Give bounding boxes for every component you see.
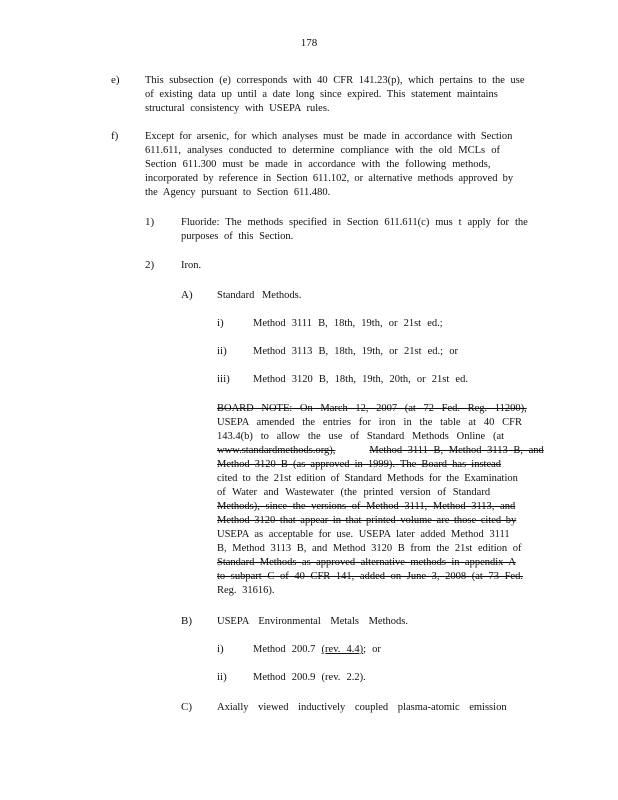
item-Bii-text: Method 200.9 (rev. 2.2). <box>253 672 366 683</box>
item-f-label: f) <box>111 130 119 142</box>
item-A-label: A) <box>181 289 193 301</box>
board-note-line-8: Methods), since the versions of Method 3111, Method 3113, and <box>217 501 516 512</box>
item-A-text: Standard Methods. <box>217 290 302 301</box>
item-e-line-1: This subsection (e) corresponds with 40 CFR 141.23(p), which pertains to the use <box>145 75 525 86</box>
board-note-line-5: Method 3120 B (as approved in 1999). The Board has instead <box>217 459 502 470</box>
board-note-line-1: BOARD NOTE: On March 12, 2007 (at 72 Fed. Reg. 11200), <box>217 403 527 414</box>
item-Aiii-text: Method 3120 B, 18th, 19th, 20th, or 21st ed. <box>253 374 468 385</box>
item-f-line-2: 611.611, analyses conducted to determine compliance with the old MCLs of <box>145 145 500 156</box>
board-note-line-6: cited to the 21st edition of Standard Methods for the Examination <box>217 473 518 484</box>
item-Bii-label: ii) <box>217 671 227 683</box>
item-f1-line-1: Fluoride: The methods specified in Section 611.611(c) mus t apply for the <box>181 217 528 228</box>
item-Bi-label: i) <box>217 643 224 655</box>
board-note-line-3: 143.4(b) to allow the use of Standard Methods Online (at <box>217 431 505 442</box>
item-Aii-label: ii) <box>217 345 227 357</box>
item-Ai-text: Method 3111 B, 18th, 19th, or 21st ed.; <box>253 318 443 329</box>
item-f1-label: 1) <box>145 216 155 228</box>
board-note-line-14: Reg. 31616). <box>217 585 275 596</box>
item-f2-label: 2) <box>145 259 155 271</box>
item-f1-line-2: purposes of this Section. <box>181 231 294 242</box>
board-note-line-9: Method 3120 that appear in that printed volume are those cited by <box>217 515 517 526</box>
item-C-label: C) <box>181 701 192 713</box>
board-note-line-13: to subpart C of 40 CFR 141, added on June 3, 2008 (at 73 Fed. <box>217 571 523 582</box>
item-Aiii-label: iii) <box>217 373 230 385</box>
item-f2-text: Iron. <box>181 260 202 271</box>
board-note-line-12: Standard Methods as approved alternative methods in appendix A <box>217 557 516 568</box>
item-B-label: B) <box>181 615 192 627</box>
board-note-line-7: of Water and Wastewater (the printed version of Standard <box>217 487 491 498</box>
item-B-text: USEPA Environmental Metals Methods. <box>217 616 408 627</box>
item-Aii-text: Method 3113 B, 18th, 19th, or 21st ed.; or <box>253 346 458 357</box>
board-note-line-2: USEPA amended the entries for iron in the table at 40 CFR <box>217 417 522 428</box>
item-f-line-4: incorporated by reference in Section 611.102, or alternative methods approved by <box>145 173 514 184</box>
item-f-line-3: Section 611.300 must be made in accordance with the following methods, <box>145 159 491 170</box>
item-e-label: e) <box>111 74 120 86</box>
item-e-line-2: of existing data up until a date long since expired. This statement maintains <box>145 89 498 100</box>
board-note-line-11: B, Method 3113 B, and Method 3120 B from the 21st edition of <box>217 543 522 554</box>
item-e-line-3: structural consistency with USEPA rules. <box>145 103 330 114</box>
item-Bi-text: Method 200.7 (rev. 4.4); or <box>253 644 381 655</box>
item-Ai-label: i) <box>217 317 224 329</box>
item-f-line-5: the Agency pursuant to Section 611.480. <box>145 187 331 198</box>
item-C-text: Axially viewed inductively coupled plasma-atomic emission <box>217 702 507 713</box>
page-number: 178 <box>300 37 318 49</box>
board-note-line-10: USEPA as acceptable for use. USEPA later added Method 3111 <box>217 529 510 540</box>
item-f-line-1: Except for arsenic, for which analyses must be made in accordance with Section <box>145 131 513 142</box>
board-note-line-4: www.standardmethods.org), Method 3111 B, Method 3113 B, and <box>217 445 544 456</box>
